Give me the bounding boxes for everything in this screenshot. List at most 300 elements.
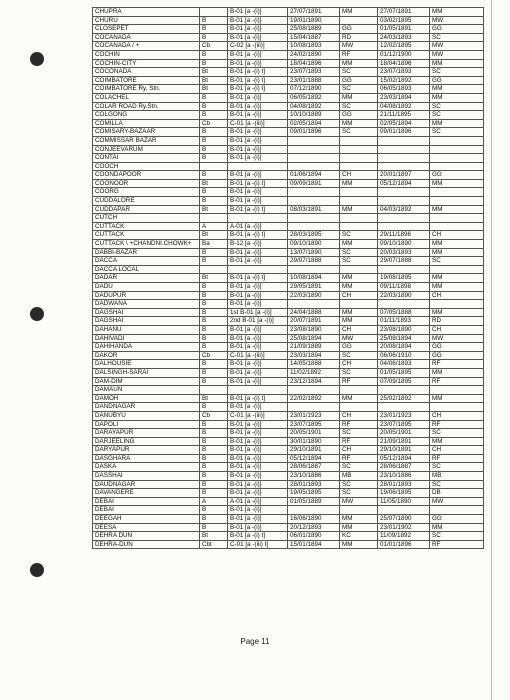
- cell-code: B: [200, 154, 228, 163]
- cell-date2: 04/03/1892: [378, 205, 430, 214]
- cell-class: B-01 [a -(i)]: [228, 93, 288, 102]
- cell-code: B: [200, 197, 228, 206]
- cell-code: B: [200, 523, 228, 532]
- cell-class: B-01 [a -(i)]: [228, 33, 288, 42]
- cell-date1: 27/07/1891: [288, 8, 340, 17]
- cell-class: B-01 [a -(i)]: [228, 257, 288, 266]
- cell-code2: MM: [340, 240, 378, 249]
- cell-code2: RF: [340, 377, 378, 386]
- cell-class: [228, 214, 288, 223]
- cell-code: B: [200, 25, 228, 34]
- cell-code3: CH: [430, 291, 484, 300]
- table-row: [93, 42, 484, 51]
- table-row: [93, 188, 484, 197]
- cell-station: DARJEELING: [93, 437, 200, 446]
- scan-edge-line: [491, 0, 492, 700]
- cell-code: B: [200, 102, 228, 111]
- table-row: [93, 368, 484, 377]
- cell-station: COIMBATORE Ry. Stn.: [93, 85, 200, 94]
- cell-date2: 05/12/1894: [378, 454, 430, 463]
- cell-class: B-01 [a -(i)]: [228, 188, 288, 197]
- punch-hole-bottom: [30, 563, 44, 577]
- cell-date2: [378, 300, 430, 309]
- cell-class: B-01 [a -(i)]: [228, 523, 288, 532]
- cell-date2: [378, 214, 430, 223]
- cell-code3: MM: [430, 240, 484, 249]
- cell-station: CUDDALORE: [93, 197, 200, 206]
- cell-date2: 23/01/1923: [378, 411, 430, 420]
- cell-class: B-01 [a -(i)]: [228, 334, 288, 343]
- cell-station: DAGSHAI: [93, 308, 200, 317]
- cell-class: B-01 [a -(i)]: [228, 463, 288, 472]
- cell-class: [228, 162, 288, 171]
- cell-date1: 23/07/1893: [288, 68, 340, 77]
- cell-date2: 23/08/1890: [378, 325, 430, 334]
- cell-code: Bt: [200, 274, 228, 283]
- cell-date1: 06/05/1892: [288, 93, 340, 102]
- table-row: [93, 68, 484, 77]
- cell-station: COOCH: [93, 162, 200, 171]
- cell-code3: RF: [430, 540, 484, 549]
- cell-date1: 19/01/1890: [288, 16, 340, 25]
- cell-station: DADU: [93, 283, 200, 292]
- cell-code2: MW: [340, 42, 378, 51]
- table-row: [93, 446, 484, 455]
- cell-code2: RD: [340, 33, 378, 42]
- cell-date2: [378, 162, 430, 171]
- table-row: [93, 265, 484, 274]
- table-row: [93, 480, 484, 489]
- cell-date1: 23/07/1895: [288, 420, 340, 429]
- table-row: [93, 325, 484, 334]
- cell-code: A: [200, 497, 228, 506]
- cell-class: B-01 [a -(i)]: [228, 128, 288, 137]
- table-row: [93, 50, 484, 59]
- cell-code: B: [200, 429, 228, 438]
- table-row: [93, 394, 484, 403]
- table-row: [93, 403, 484, 412]
- table-row: [93, 240, 484, 249]
- cell-code3: MW: [430, 497, 484, 506]
- cell-code2: MM: [340, 515, 378, 524]
- cell-station: DEBAI: [93, 497, 200, 506]
- cell-station: CHUPRA: [93, 8, 200, 17]
- cell-code: B: [200, 93, 228, 102]
- cell-code2: MM: [340, 205, 378, 214]
- cell-code2: CH: [340, 171, 378, 180]
- cell-station: DEBAI: [93, 506, 200, 515]
- cell-code2: [340, 154, 378, 163]
- cell-code3: [430, 188, 484, 197]
- cell-code2: SC: [340, 257, 378, 266]
- cell-date1: 10/08/1894: [288, 274, 340, 283]
- cell-code2: SC: [340, 429, 378, 438]
- cell-code: B: [200, 50, 228, 59]
- cell-code3: MM: [430, 8, 484, 17]
- cell-class: B-01 [a -(i)]: [228, 248, 288, 257]
- cell-station: DAMOH: [93, 394, 200, 403]
- cell-code2: MM: [340, 274, 378, 283]
- cell-code2: [340, 197, 378, 206]
- cell-class: [228, 386, 288, 395]
- cell-date2: 04/08/1892: [378, 102, 430, 111]
- cell-date1: [288, 265, 340, 274]
- cell-code: Cbt: [200, 540, 228, 549]
- cell-date2: 01/12/1900: [378, 50, 430, 59]
- cell-code: A: [200, 222, 228, 231]
- cell-date2: [378, 136, 430, 145]
- cell-code2: [340, 214, 378, 223]
- cell-code3: CH: [430, 325, 484, 334]
- cell-class: B-01 [a -(i)]: [228, 136, 288, 145]
- cell-date1: 08/03/1891: [288, 205, 340, 214]
- cell-date2: 21/11/1895: [378, 111, 430, 120]
- cell-code2: GG: [340, 25, 378, 34]
- cell-code2: SC: [340, 85, 378, 94]
- cell-station: DASGHARA: [93, 454, 200, 463]
- cell-date1: 13/07/1890: [288, 248, 340, 257]
- cell-class: B-01 [a -(i)]: [228, 102, 288, 111]
- table-row: [93, 454, 484, 463]
- cell-code2: [340, 188, 378, 197]
- cell-date1: 15/01/1894: [288, 540, 340, 549]
- cell-code2: SC: [340, 351, 378, 360]
- cell-code3: GG: [430, 515, 484, 524]
- cell-class: B-01 [a -(i)]: [228, 111, 288, 120]
- cell-code2: MM: [340, 394, 378, 403]
- cell-code: B: [200, 136, 228, 145]
- cell-class: 2nd B-01 [a -(i)]: [228, 317, 288, 326]
- cell-station: COONDAPOOR: [93, 171, 200, 180]
- cell-date1: 09/09/1891: [288, 179, 340, 188]
- cell-date1: 22/03/1890: [288, 291, 340, 300]
- cell-code2: [340, 265, 378, 274]
- cell-date1: [288, 403, 340, 412]
- cell-date1: 23/01/1923: [288, 411, 340, 420]
- cell-date1: 10/08/1893: [288, 42, 340, 51]
- cell-date2: 09/01/1896: [378, 128, 430, 137]
- cell-date2: [378, 188, 430, 197]
- cell-class: C-01 [a -(iii) t]: [228, 540, 288, 549]
- cell-station: DAUDNAGAR: [93, 480, 200, 489]
- cell-class: B-01 [a -(i) t]: [228, 85, 288, 94]
- cell-class: B-01 [a -(i)]: [228, 291, 288, 300]
- cell-code3: RF: [430, 360, 484, 369]
- cell-code: B: [200, 403, 228, 412]
- table-row: [93, 33, 484, 42]
- cell-station: DANUBYU: [93, 411, 200, 420]
- table-row: [93, 377, 484, 386]
- cell-date1: [288, 214, 340, 223]
- cell-code: B: [200, 377, 228, 386]
- cell-date2: 20/01/1897: [378, 171, 430, 180]
- cell-code3: MW: [430, 16, 484, 25]
- cell-date1: 29/10/1891: [288, 446, 340, 455]
- cell-code3: MB: [430, 472, 484, 481]
- cell-code3: SC: [430, 480, 484, 489]
- cell-station: DADWANA: [93, 300, 200, 309]
- cell-station: DASKA: [93, 463, 200, 472]
- cell-code: Bt: [200, 532, 228, 541]
- cell-date1: 30/01/1890: [288, 437, 340, 446]
- cell-code3: CH: [430, 446, 484, 455]
- cell-station: DAM-DIM: [93, 377, 200, 386]
- cell-code3: [430, 300, 484, 309]
- cell-date1: 25/08/1894: [288, 334, 340, 343]
- table-row: [93, 532, 484, 541]
- cell-code: Bt: [200, 76, 228, 85]
- cell-class: B-01 [a -(i)]: [228, 403, 288, 412]
- table-row: [93, 291, 484, 300]
- cell-code3: MW: [430, 334, 484, 343]
- cell-code3: [430, 145, 484, 154]
- cell-date1: 23/10/1886: [288, 472, 340, 481]
- cell-code2: RF: [340, 437, 378, 446]
- cell-code2: MM: [340, 59, 378, 68]
- cell-date1: 20/12/1893: [288, 523, 340, 532]
- cell-code3: MM: [430, 119, 484, 128]
- table-row: [93, 257, 484, 266]
- table-row: [93, 136, 484, 145]
- table-row: [93, 283, 484, 292]
- cell-date1: 29/07/1888: [288, 257, 340, 266]
- cell-class: B-01 [a -(i)]: [228, 506, 288, 515]
- cell-station: DAHIHANDA: [93, 343, 200, 352]
- cell-date1: 29/05/1891: [288, 283, 340, 292]
- cell-station: COCHIN: [93, 50, 200, 59]
- cell-code3: MM: [430, 274, 484, 283]
- cell-code2: MM: [340, 119, 378, 128]
- cell-code: B: [200, 360, 228, 369]
- cell-code3: MW: [430, 50, 484, 59]
- cell-station: COLACHEL: [93, 93, 200, 102]
- cell-code2: SC: [340, 489, 378, 498]
- cell-class: B-01 [a -(i)]: [228, 515, 288, 524]
- cell-class: B-01 [a -(i) t]: [228, 231, 288, 240]
- cell-code2: SC: [340, 128, 378, 137]
- cell-date2: 25/02/1892: [378, 394, 430, 403]
- cell-code: B: [200, 59, 228, 68]
- cell-station: COMISARY-BAZAAR: [93, 128, 200, 137]
- cell-date1: 01/06/1894: [288, 171, 340, 180]
- cell-code: [200, 8, 228, 17]
- cell-class: C-01 [a -(iii)]: [228, 119, 288, 128]
- table-row: [93, 420, 484, 429]
- table-row: [93, 506, 484, 515]
- cell-date1: [288, 136, 340, 145]
- cell-date2: 28/01/1893: [378, 480, 430, 489]
- table-row: [93, 128, 484, 137]
- cell-class: B-01 [a -(i)]: [228, 446, 288, 455]
- cell-date2: 24/03/1893: [378, 33, 430, 42]
- cell-class: B-01 [a -(i)]: [228, 197, 288, 206]
- cell-code3: CH: [430, 231, 484, 240]
- cell-code: B: [200, 33, 228, 42]
- cell-date1: [288, 300, 340, 309]
- cell-code2: MW: [340, 334, 378, 343]
- cell-class: B-01 [a -(i)]: [228, 437, 288, 446]
- cell-class: B-01 [a -(i) t]: [228, 68, 288, 77]
- table-row: [93, 119, 484, 128]
- cell-code: Cb: [200, 119, 228, 128]
- cell-code: Cb: [200, 351, 228, 360]
- cell-code: [200, 386, 228, 395]
- cell-code3: MM: [430, 205, 484, 214]
- table-row: [93, 463, 484, 472]
- cell-code2: [340, 300, 378, 309]
- cell-date2: 12/02/1895: [378, 42, 430, 51]
- cell-class: B-01 [a -(i)]: [228, 50, 288, 59]
- cell-date2: 23/01/1902: [378, 523, 430, 532]
- cell-code3: GG: [430, 171, 484, 180]
- table-row: [93, 386, 484, 395]
- cell-station: DAGSHAI: [93, 317, 200, 326]
- table-row: [93, 162, 484, 171]
- cell-date1: 07/12/1890: [288, 85, 340, 94]
- table-row: [93, 85, 484, 94]
- cell-code3: [430, 214, 484, 223]
- cell-code: B: [200, 257, 228, 266]
- cell-date2: 27/07/1891: [378, 8, 430, 17]
- cell-date1: 10/10/1889: [288, 111, 340, 120]
- cell-date1: 28/06/1887: [288, 463, 340, 472]
- punch-hole-top: [30, 52, 44, 66]
- cell-date2: 09/10/1890: [378, 240, 430, 249]
- cell-station: DAPOLI: [93, 420, 200, 429]
- cell-code3: MM: [430, 394, 484, 403]
- cell-code3: RD: [430, 317, 484, 326]
- cell-date2: 19/06/1895: [378, 489, 430, 498]
- cell-code3: [430, 197, 484, 206]
- cell-station: DADAR: [93, 274, 200, 283]
- table-row: [93, 102, 484, 111]
- cell-code3: MM: [430, 248, 484, 257]
- cell-code3: [430, 506, 484, 515]
- cell-code: B: [200, 463, 228, 472]
- cell-code2: [340, 16, 378, 25]
- cell-code: B: [200, 446, 228, 455]
- cell-date1: [288, 222, 340, 231]
- cell-date1: [288, 145, 340, 154]
- cell-class: B-01 [a -(i) t]: [228, 205, 288, 214]
- cell-station: CUTCH: [93, 214, 200, 223]
- cell-date2: 21/09/1891: [378, 437, 430, 446]
- cell-code3: GG: [430, 343, 484, 352]
- table-row: [93, 25, 484, 34]
- cell-date2: 11/09/1892: [378, 532, 430, 541]
- cell-class: B-12 [a -(i)]: [228, 240, 288, 249]
- cell-code2: GG: [340, 111, 378, 120]
- cell-code3: MM: [430, 283, 484, 292]
- cell-date1: 14/05/1888: [288, 360, 340, 369]
- cell-date1: 06/01/1890: [288, 532, 340, 541]
- ledger-table-container: [92, 7, 483, 549]
- cell-class: A-01 [a -(i)]: [228, 497, 288, 506]
- cell-date2: [378, 386, 430, 395]
- cell-station: CUTTACK: [93, 231, 200, 240]
- cell-date1: 28/01/1893: [288, 480, 340, 489]
- cell-date1: [288, 506, 340, 515]
- cell-date1: 01/05/1889: [288, 497, 340, 506]
- cell-station: DACCA LOCAL: [93, 265, 200, 274]
- cell-code2: [340, 506, 378, 515]
- cell-date2: [378, 222, 430, 231]
- table-row: [93, 214, 484, 223]
- cell-code2: MM: [340, 308, 378, 317]
- cell-station: COORG: [93, 188, 200, 197]
- table-row: [93, 489, 484, 498]
- cell-code2: CH: [340, 446, 378, 455]
- cell-station: DACCA: [93, 257, 200, 266]
- cell-date1: 24/02/1890: [288, 50, 340, 59]
- cell-date1: 02/05/1894: [288, 119, 340, 128]
- cell-code: B: [200, 454, 228, 463]
- cell-date2: [378, 154, 430, 163]
- table-row: [93, 343, 484, 352]
- cell-station: COCHIN-CITY: [93, 59, 200, 68]
- cell-date1: [288, 386, 340, 395]
- cell-code2: GG: [340, 343, 378, 352]
- table-row: [93, 222, 484, 231]
- cell-code: B: [200, 317, 228, 326]
- table-row: [93, 145, 484, 154]
- cell-code3: MM: [430, 59, 484, 68]
- cell-station: DAHIVADI: [93, 334, 200, 343]
- cell-code2: MB: [340, 472, 378, 481]
- cell-date1: 09/10/1890: [288, 240, 340, 249]
- cell-class: B-01 [a -(i)]: [228, 420, 288, 429]
- cell-code: Cb: [200, 411, 228, 420]
- cell-date1: 24/04/1888: [288, 308, 340, 317]
- cell-code2: RF: [340, 50, 378, 59]
- cell-code: Cb: [200, 42, 228, 51]
- cell-code3: SC: [430, 128, 484, 137]
- cell-date1: [288, 197, 340, 206]
- cell-code: B: [200, 171, 228, 180]
- cell-code: Bt: [200, 85, 228, 94]
- table-row: [93, 317, 484, 326]
- table-row: [93, 411, 484, 420]
- cell-code: Bt: [200, 179, 228, 188]
- table-row: [93, 334, 484, 343]
- table-row: [93, 197, 484, 206]
- cell-code3: SC: [430, 429, 484, 438]
- cell-code: B: [200, 16, 228, 25]
- cell-code: B: [200, 325, 228, 334]
- cell-date2: 04/06/1893: [378, 360, 430, 369]
- table-row: [93, 437, 484, 446]
- cell-code2: RF: [340, 420, 378, 429]
- cell-date1: 05/12/1894: [288, 454, 340, 463]
- cell-code: B: [200, 145, 228, 154]
- cell-code3: SC: [430, 257, 484, 266]
- cell-code2: SC: [340, 68, 378, 77]
- cell-code3: SC: [430, 532, 484, 541]
- cell-station: DAMAUN: [93, 386, 200, 395]
- cell-date2: 29/10/1891: [378, 446, 430, 455]
- cell-class: C-01 [a -(iii)]: [228, 411, 288, 420]
- table-row: [93, 171, 484, 180]
- cell-date2: 28/06/1887: [378, 463, 430, 472]
- cell-date1: 20/07/1891: [288, 317, 340, 326]
- cell-station: DEHRA-DUN: [93, 540, 200, 549]
- table-row: [93, 274, 484, 283]
- cell-date2: [378, 197, 430, 206]
- cell-code2: CH: [340, 325, 378, 334]
- cell-date1: [288, 162, 340, 171]
- cell-code3: SC: [430, 463, 484, 472]
- cell-class: B-01 [a -(i)]: [228, 16, 288, 25]
